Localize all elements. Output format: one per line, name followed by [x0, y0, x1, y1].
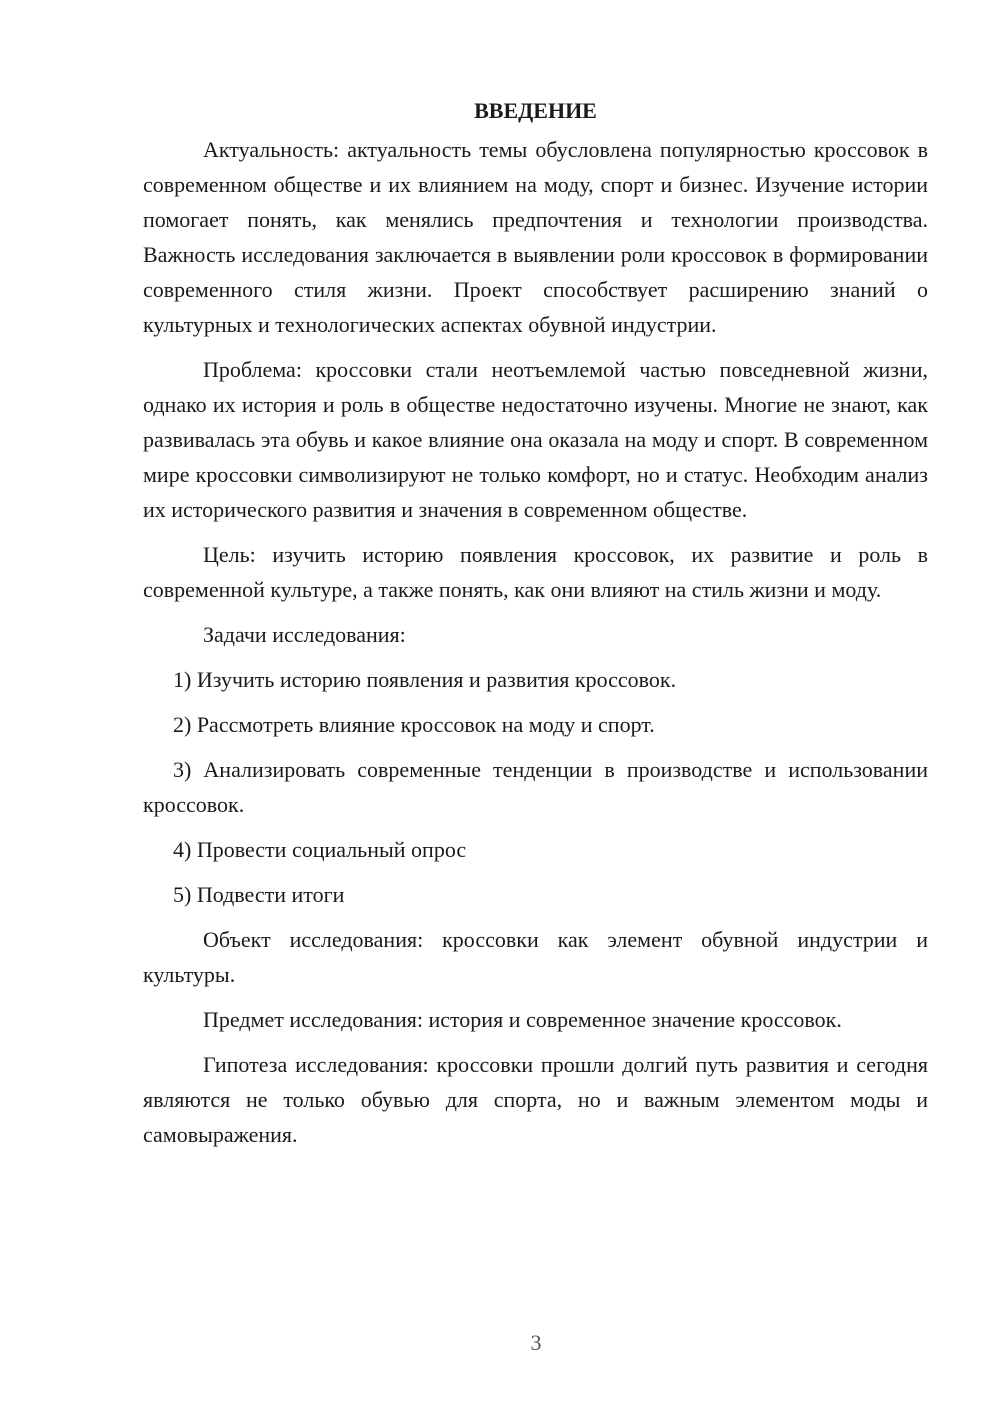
section-title: ВВЕДЕНИЕ [474, 98, 597, 123]
page-number: 3 [530, 1330, 542, 1355]
task-item-2: 2) Рассмотреть влияние кроссовок на моду и спорт. [173, 712, 655, 737]
task-item-5: 5) Подвести итоги [173, 882, 345, 907]
paragraph-object: Объект исследования: кроссовки как элемент обувной индустрии и культуры. [143, 927, 928, 987]
paragraph-hypothesis: Гипотеза исследования: кроссовки прошли долгий путь развития и сегодня являются не только обувью для спорта, но и важным элементом моды и самовыражения. [143, 1052, 928, 1147]
paragraph-problem: Проблема: кроссовки стали неотъемлемой частью повседневной жизни, однако их история и роль в обществе недостаточно изучены. Многие не знают, как развивалась эта обувь и какое влияние она оказала на моду и спорт. В современном мире кроссовки символизируют не только комфорт, но и статус. Необходим анализ их исторического развития и значения в современном обществе. [143, 357, 928, 522]
document-page [143, 93, 928, 1162]
tasks-heading: Задачи исследования: [203, 622, 406, 647]
task-item-1: 1) Изучить историю появления и развития кроссовок. [173, 667, 677, 692]
task-item-4: 4) Провести социальный опрос [173, 837, 467, 862]
task-item-3: 3) Анализировать современные тенденции в производстве и использовании кроссовок. [143, 757, 928, 817]
paragraph-goal: Цель: изучить историю появления кроссовок, их развитие и роль в современной культуре, а также понять, как они влияют на стиль жизни и моду. [143, 542, 928, 602]
paragraph-relevance: Актуальность: актуальность темы обусловлена популярностью кроссовок в современном обществе и их влиянием на моду, спорт и бизнес. Изучение истории помогает понять, как менялись предпочтения и технологии производства. Важность исследования заключается в выявлении роли кроссовок в формировании современного стиля жизни. Проект способствует расширению знаний о культурных и технологических аспектах обувной индустрии. [143, 137, 928, 337]
paragraph-subject: Предмет исследования: история и современное значение кроссовок. [203, 1007, 842, 1032]
